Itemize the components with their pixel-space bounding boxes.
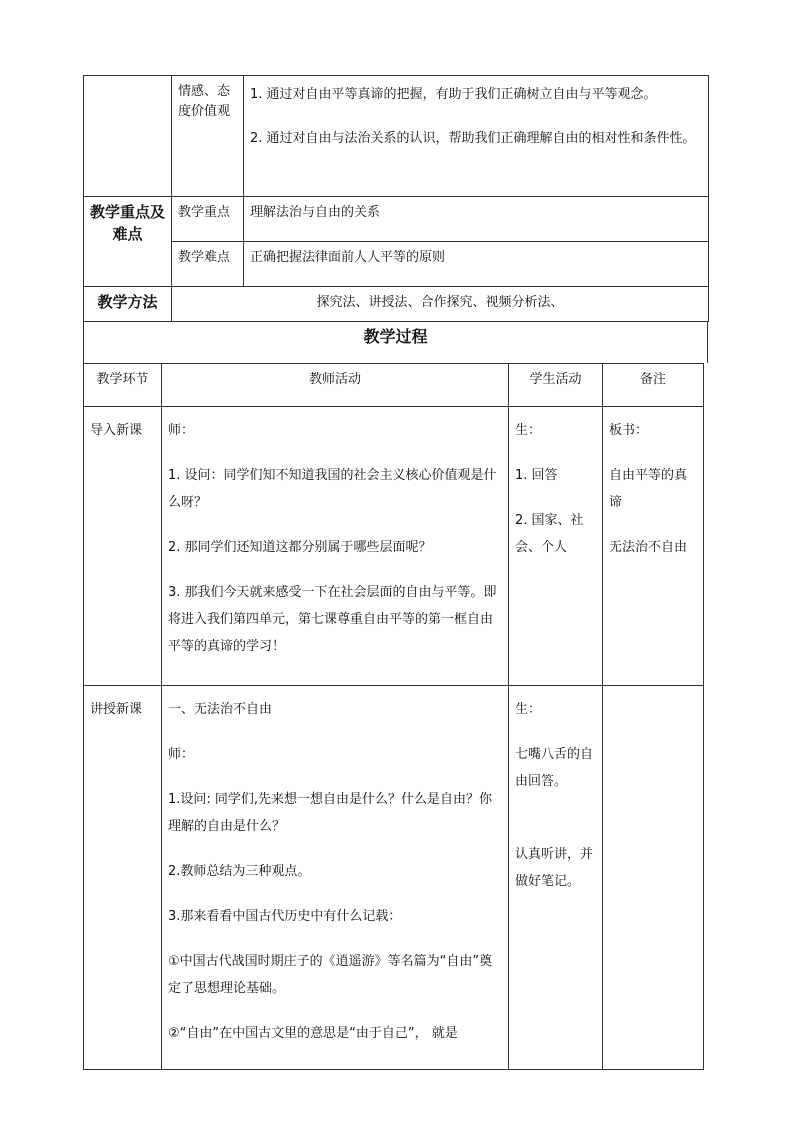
methods-label: 教学方法 [84, 287, 172, 322]
focus-text: 理解法治与自由的关系 [244, 197, 709, 242]
values-goal-row [84, 76, 709, 197]
notes-cell [603, 407, 704, 686]
focus-row [84, 197, 709, 242]
teacher-line: 1. 设问：同学们知不知道我国的社会主义核心价值观是什么呀？ [168, 468, 497, 510]
values-goal-item: 2. 通过对自由与法治关系的认识，帮助我们正确理解自由的相对性和条件性。 [250, 131, 696, 146]
key-points-label: 教学重点及难点 [84, 197, 172, 287]
teacher-line: ②“自由”在中国古文里的意思是“由于自己”， 就是 [168, 1026, 458, 1041]
difficulty-row [84, 242, 709, 287]
student-cell [509, 407, 603, 686]
header-stage: 教学环节 [84, 364, 162, 407]
teacher-line: ①中国古代战国时期庄子的《逍遥游》等名篇为“自由”奠定了思想理论基础。 [168, 954, 493, 996]
stage-label: 讲授新课 [90, 702, 143, 717]
values-goal-item: 1. 通过对自由平等真谛的把握，有助于我们正确树立自由与平等观念。 [250, 87, 657, 102]
teacher-line: 2.教师总结为三种观点。 [168, 864, 311, 879]
header-notes: 备注 [603, 364, 704, 407]
student-line: 生： [515, 702, 542, 717]
header-student: 学生活动 [509, 364, 603, 407]
student-line: 生： [515, 423, 542, 438]
teacher-line: 师： [168, 423, 195, 438]
process-row-lecture [84, 686, 704, 1070]
student-line: 1. 回答 [515, 468, 558, 483]
student-cell [509, 686, 603, 1070]
stage-label: 导入新课 [90, 423, 143, 438]
values-goal-content [244, 76, 709, 197]
teacher-cell [162, 407, 509, 686]
notes-line: 自由平等的真谛 [609, 468, 688, 510]
methods-text: 探究法、讲授法、合作探究、视频分析法、 [172, 287, 709, 322]
process-table [83, 363, 704, 1070]
notes-line: 无法治不自由 [609, 540, 688, 555]
difficulty-text: 正确把握法律面前人人平等的原则 [244, 242, 709, 287]
stage-cell [84, 686, 162, 1070]
teacher-line: 2. 那同学们还知道这都分别属于哪些层面呢？ [168, 540, 432, 555]
student-line: 七嘴八舌的自由回答。 [515, 747, 594, 789]
teacher-line: 一、无法治不自由 [168, 702, 273, 717]
teacher-line: 3. 那我们今天就来感受一下在社会层面的自由与平等。即将进入我们第四单元，第七课尊重自由平等的第一框自由平等的真谛的学习！ [168, 585, 497, 654]
teacher-line: 3.那来看看中国古代历史中有什么记载： [168, 909, 402, 924]
methods-row [84, 287, 709, 322]
difficulty-label: 教学难点 [172, 242, 244, 287]
student-line: 认真听讲，并做好笔记。 [515, 847, 594, 889]
student-line: 2. 国家、社会、个人 [515, 513, 584, 555]
focus-label: 教学重点 [172, 197, 244, 242]
objectives-table [83, 75, 709, 322]
process-header-row [84, 364, 704, 407]
values-goal-label: 情感、态度价值观 [172, 76, 244, 197]
teacher-cell [162, 686, 509, 1070]
process-title: 教学过程 [83, 322, 708, 363]
notes-line: 板书： [609, 423, 649, 438]
notes-cell [603, 686, 704, 1070]
teacher-line: 1.设问: 同学们,先来想一想自由是什么？什么是自由？你理解的自由是什么？ [168, 792, 493, 834]
header-teacher: 教师活动 [162, 364, 509, 407]
teacher-line: 师： [168, 747, 195, 762]
stage-cell [84, 407, 162, 686]
process-row-intro [84, 407, 704, 686]
empty-cell [84, 76, 172, 197]
